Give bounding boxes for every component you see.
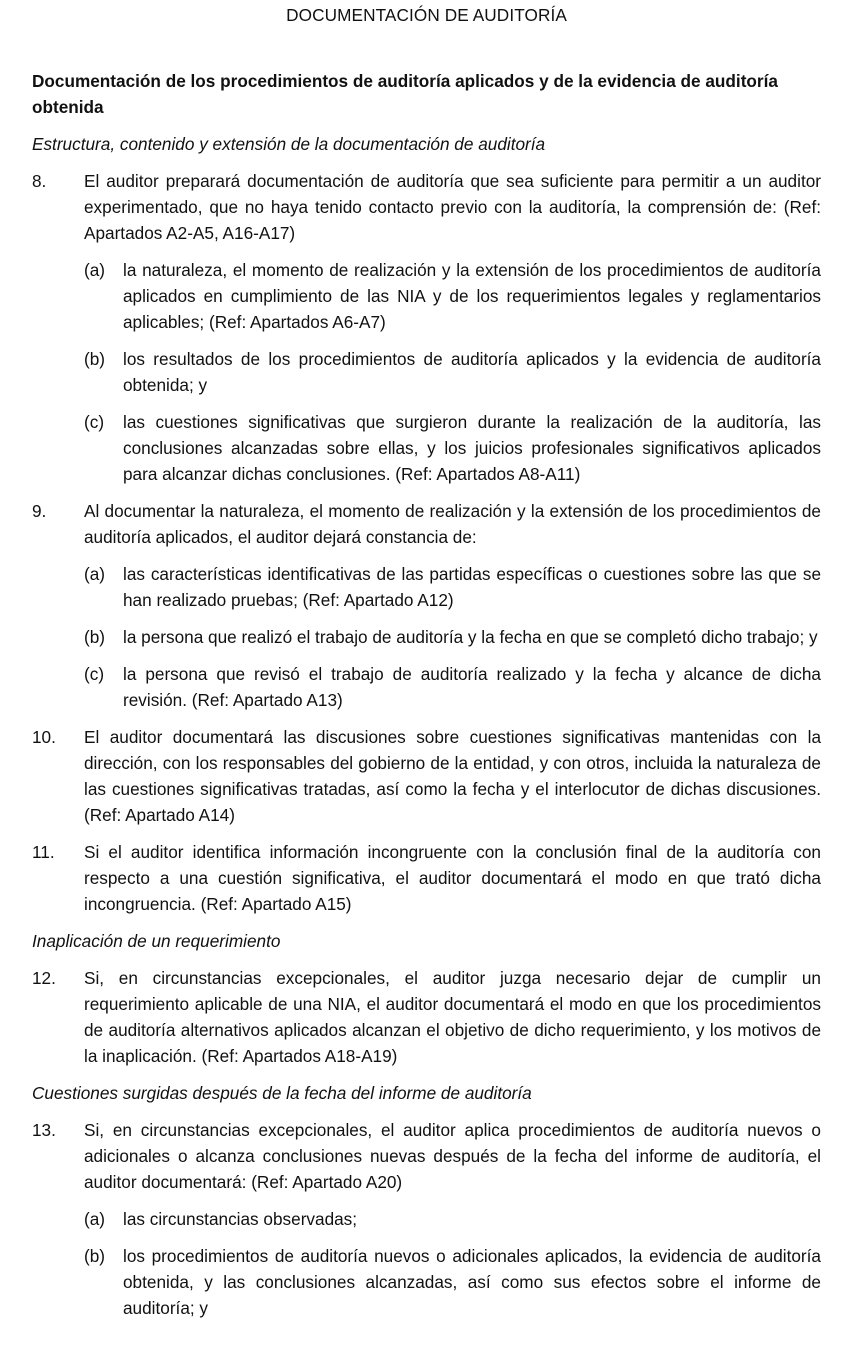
list-item-label: (b) (84, 1246, 106, 1266)
section-title: Documentación de los procedimientos de auditoría aplicados y de la evidencia de auditoría obtenida (32, 71, 778, 117)
paragraph-text: Si, en circunstancias excepcionales, el auditor juzga necesario dejar de cumplir un requerimiento aplicable de una NIA, el auditor documentará el modo en que los procedimientos de auditoría alternativos aplicados alcanzan el objetivo de dicho requerimiento, y los motivos de la inaplicación. (Ref: Apartados A18-A19) (84, 968, 821, 1066)
list-item-8c (84, 409, 821, 487)
paragraph-9 (32, 498, 821, 550)
list-item-label: (a) (84, 564, 106, 584)
list-item-label: (a) (84, 260, 106, 280)
paragraph-number: 12. (32, 968, 56, 988)
paragraph-number: 9. (32, 501, 47, 521)
list-item-text: los procedimientos de auditoría nuevos o adicionales aplicados, la evidencia de auditoría obtenida, y las conclusiones alcanzadas, así como sus efectos sobre el informe de auditoría; y (123, 1246, 821, 1318)
list-item-text: las circunstancias observadas; (123, 1209, 358, 1229)
list-item-8a (84, 257, 821, 335)
paragraph-number: 11. (32, 842, 55, 862)
list-item-13a (84, 1206, 821, 1232)
paragraph-number: 13. (32, 1120, 56, 1140)
paragraph-text: Al documentar la naturaleza, el momento de realización y la extensión de los procedimientos de auditoría aplicados, el auditor dejará constancia de: (84, 501, 821, 547)
paragraph-text: Si, en circunstancias excepcionales, el auditor aplica procedimientos de auditoría nuevos o adicionales o alcanza conclusiones nuevas después de la fecha del informe de auditoría, el auditor documentará: (Ref: Apartado A20) (84, 1120, 821, 1192)
list-item-9c (84, 661, 821, 713)
list-item-text: las cuestiones significativas que surgieron durante la realización de la auditoría, las conclusiones alcanzadas sobre ellas, y los juicios profesionales significativos aplicados para alcanzar dichas conclusiones. (Ref: Apartados A8-A11) (123, 412, 821, 484)
paragraph-text: El auditor documentará las discusiones sobre cuestiones significativas mantenidas con la dirección, con los responsables del gobierno de la entidad, y con otros, incluida la naturaleza de las cuestiones significativas tratadas, así como la fecha y el interlocutor de dichas discusiones. (Ref: Apartado A14) (84, 727, 821, 825)
list-item-label: (b) (84, 349, 106, 369)
subheading-inapplication: Inaplicación de un requerimiento (32, 931, 281, 951)
list-item-text: los resultados de los procedimientos de auditoría aplicados y la evidencia de auditoría obtenida; y (123, 349, 821, 395)
list-item-label: (c) (84, 664, 105, 684)
list-item-9a (84, 561, 821, 613)
list-item-label: (c) (84, 412, 105, 432)
running-header: DOCUMENTACIÓN DE AUDITORÍA (286, 5, 567, 25)
paragraph-number: 10. (32, 727, 56, 747)
paragraph-number: 8. (32, 171, 47, 191)
list-item-text: la persona que revisó el trabajo de auditoría realizado y la fecha y alcance de dicha revisión. (Ref: Apartado A13) (123, 664, 821, 710)
paragraph-8 (32, 168, 821, 246)
list-item-text: las características identificativas de las partidas específicas o cuestiones sobre las que se han realizado pruebas; (Ref: Apartado A12) (123, 564, 821, 610)
document-page (32, 0, 821, 1321)
paragraph-13 (32, 1117, 821, 1195)
paragraph-text: El auditor preparará documentación de auditoría que sea suficiente para permitir a un auditor experimentado, que no haya tenido contacto previo con la auditoría, la comprensión de: (Ref: Apartados A2-A5, A16-A17) (84, 171, 821, 243)
paragraph-11 (32, 839, 821, 917)
list-item-label: (b) (84, 627, 106, 647)
list-item-9b (84, 624, 821, 650)
list-item-13b (84, 1243, 821, 1321)
paragraph-12 (32, 965, 821, 1069)
subheading-structure: Estructura, contenido y extensión de la documentación de auditoría (32, 134, 546, 154)
list-item-text: la naturaleza, el momento de realización y la extensión de los procedimientos de auditoría aplicados en cumplimiento de las NIA y de los requerimientos legales y reglamentarios aplicables; (Ref: Apartados A6-A7) (123, 260, 821, 332)
list-item-label: (a) (84, 1209, 106, 1229)
list-item-8b (84, 346, 821, 398)
list-item-text: la persona que realizó el trabajo de auditoría y la fecha en que se completó dicho trabajo; y (123, 627, 818, 647)
subheading-after-report: Cuestiones surgidas después de la fecha del informe de auditoría (32, 1083, 532, 1103)
paragraph-text: Si el auditor identifica información incongruente con la conclusión final de la auditoría con respecto a una cuestión significativa, el auditor documentará el modo en que trató dicha incongruencia. (Ref: Apartado A15) (84, 842, 821, 914)
paragraph-10 (32, 724, 821, 828)
